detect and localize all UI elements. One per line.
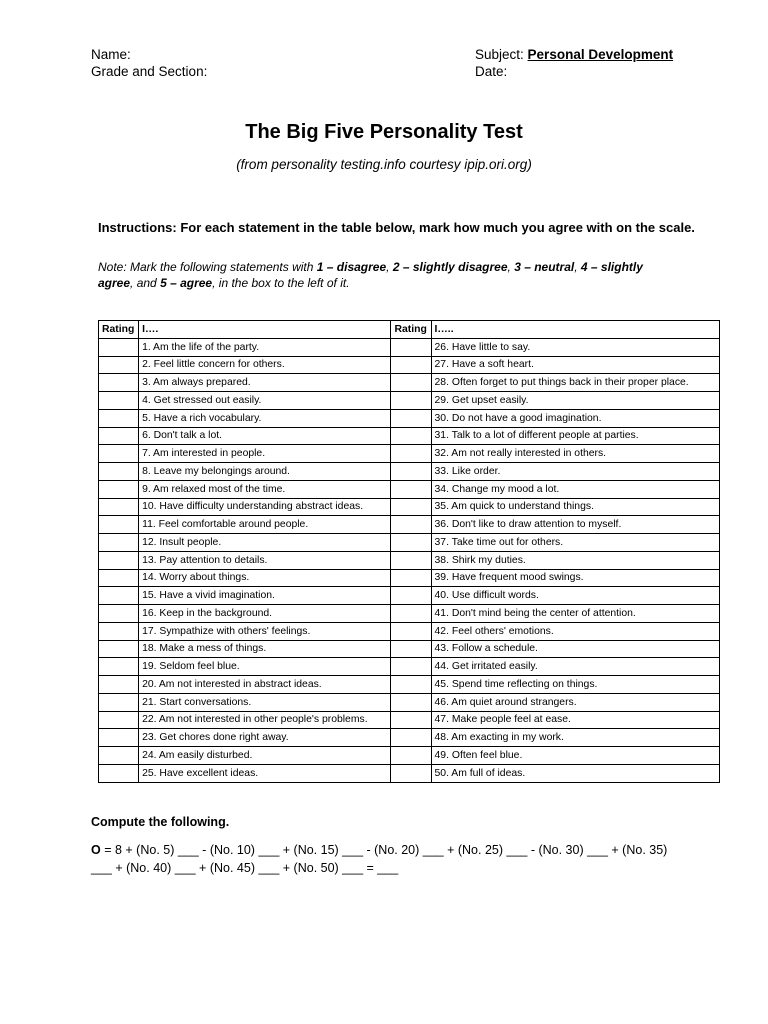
table-row (99, 498, 720, 516)
table-row (99, 729, 720, 747)
statement-cell: 13. Pay attention to details. (139, 551, 391, 569)
table-row (99, 587, 720, 605)
rating-box[interactable] (99, 711, 139, 729)
scale-5: 5 – agree (160, 276, 213, 290)
table-row (99, 764, 720, 782)
rating-header: Rating (99, 321, 139, 339)
rating-box[interactable] (391, 551, 431, 569)
student-info-fields (91, 46, 207, 80)
rating-box[interactable] (99, 409, 139, 427)
statement-cell: 37. Take time out for others. (431, 534, 719, 552)
statement-cell: 50. Am full of ideas. (431, 764, 719, 782)
statement-cell: 20. Am not interested in abstract ideas. (139, 676, 391, 694)
table-row (99, 711, 720, 729)
subject-label: Subject: (475, 47, 524, 62)
rating-box[interactable] (391, 569, 431, 587)
rating-box[interactable] (391, 427, 431, 445)
rating-box[interactable] (391, 338, 431, 356)
rating-box[interactable] (391, 622, 431, 640)
statement-cell: 10. Have difficulty understanding abstract ideas. (139, 498, 391, 516)
table-row (99, 569, 720, 587)
page-title: The Big Five Personality Test (245, 121, 523, 143)
rating-box[interactable] (99, 587, 139, 605)
table-row (99, 747, 720, 765)
table-row (99, 622, 720, 640)
table-row (99, 551, 720, 569)
statement-cell: 27. Have a soft heart. (431, 356, 719, 374)
rating-box[interactable] (391, 534, 431, 552)
rating-box[interactable] (99, 374, 139, 392)
subject-date-fields (475, 46, 673, 80)
statement-cell: 44. Get irritated easily. (431, 658, 719, 676)
table-row (99, 427, 720, 445)
note-separator: , (386, 260, 393, 274)
scale-1: 1 – disagree (316, 260, 387, 274)
date-label: Date: (475, 64, 508, 79)
note-prefix: Note: Mark the following statements with (98, 260, 317, 274)
rating-box[interactable] (391, 445, 431, 463)
rating-box[interactable] (99, 356, 139, 374)
statement-cell: 46. Am quiet around strangers. (431, 693, 719, 711)
rating-box[interactable] (391, 463, 431, 481)
note-separator: , (507, 260, 515, 274)
table-row (99, 392, 720, 410)
rating-box[interactable] (391, 764, 431, 782)
table-row (99, 356, 720, 374)
compute-formula (91, 841, 691, 877)
statement-cell: 35. Am quick to understand things. (431, 498, 719, 516)
statement-cell: 23. Get chores done right away. (139, 729, 391, 747)
rating-box[interactable] (99, 640, 139, 658)
statement-cell: 49. Often feel blue. (431, 747, 719, 765)
rating-box[interactable] (391, 658, 431, 676)
rating-box[interactable] (99, 338, 139, 356)
rating-box[interactable] (99, 569, 139, 587)
note-separator: , (574, 260, 581, 274)
rating-box[interactable] (99, 676, 139, 694)
statement-cell: 19. Seldom feel blue. (139, 658, 391, 676)
statement-cell: 45. Spend time reflecting on things. (431, 676, 719, 694)
page-subtitle: (from personality testing.info courtesy ipip.ori.org) (236, 157, 532, 172)
statement-cell: 30. Do not have a good imagination. (431, 409, 719, 427)
rating-box[interactable] (99, 658, 139, 676)
rating-box[interactable] (99, 427, 139, 445)
statement-cell: 39. Have frequent mood swings. (431, 569, 719, 587)
statement-cell: 16. Keep in the background. (139, 605, 391, 623)
table-row (99, 658, 720, 676)
statement-cell: 38. Shirk my duties. (431, 551, 719, 569)
statement-cell: 18. Make a mess of things. (139, 640, 391, 658)
statement-cell: 1. Am the life of the party. (139, 338, 391, 356)
statement-cell: 22. Am not interested in other people's problems. (139, 711, 391, 729)
rating-box[interactable] (99, 747, 139, 765)
table-row (99, 338, 720, 356)
rating-box[interactable] (99, 693, 139, 711)
rating-box[interactable] (391, 392, 431, 410)
note-suffix: , in the box to the left of it. (212, 276, 350, 290)
table-row (99, 480, 720, 498)
rating-box[interactable] (391, 676, 431, 694)
statement-cell: 24. Am easily disturbed. (139, 747, 391, 765)
statement-cell: 2. Feel little concern for others. (139, 356, 391, 374)
compute-title: Compute the following. (91, 815, 230, 829)
rating-box[interactable] (391, 747, 431, 765)
personality-test-table (98, 320, 720, 783)
instructions: Instructions: For each statement in the table below, mark how much you agree with on the scale. (98, 220, 695, 235)
statement-cell: 34. Change my mood a lot. (431, 480, 719, 498)
table-row (99, 409, 720, 427)
statement-cell: 48. Am exacting in my work. (431, 729, 719, 747)
table-row (99, 640, 720, 658)
rating-box[interactable] (391, 480, 431, 498)
rating-box[interactable] (391, 374, 431, 392)
table-row (99, 676, 720, 694)
rating-box[interactable] (391, 693, 431, 711)
statement-header: I….. (431, 321, 719, 339)
rating-box[interactable] (391, 516, 431, 534)
rating-box[interactable] (99, 392, 139, 410)
rating-box[interactable] (99, 622, 139, 640)
table-row (99, 534, 720, 552)
rating-box[interactable] (99, 445, 139, 463)
statement-cell: 31. Talk to a lot of different people at parties. (431, 427, 719, 445)
scale-3: 3 – neutral (514, 260, 575, 274)
statement-cell: 41. Don't mind being the center of attention. (431, 605, 719, 623)
rating-box[interactable] (391, 356, 431, 374)
table-row (99, 516, 720, 534)
table-row (99, 605, 720, 623)
statement-cell: 8. Leave my belongings around. (139, 463, 391, 481)
table-row (99, 374, 720, 392)
statement-cell: 29. Get upset easily. (431, 392, 719, 410)
rating-box[interactable] (99, 605, 139, 623)
statement-cell: 9. Am relaxed most of the time. (139, 480, 391, 498)
subject-line (475, 46, 673, 63)
statement-cell: 7. Am interested in people. (139, 445, 391, 463)
statement-cell: 4. Get stressed out easily. (139, 392, 391, 410)
rating-box[interactable] (99, 498, 139, 516)
name-label: Name: (91, 47, 131, 62)
statement-cell: 21. Start conversations. (139, 693, 391, 711)
statement-cell: 33. Like order. (431, 463, 719, 481)
rating-box[interactable] (99, 463, 139, 481)
statement-cell: 43. Follow a schedule. (431, 640, 719, 658)
statement-cell: 32. Am not really interested in others. (431, 445, 719, 463)
rating-box[interactable] (99, 729, 139, 747)
statement-cell: 40. Use difficult words. (431, 587, 719, 605)
note-separator: , and (130, 276, 161, 290)
rating-box[interactable] (99, 551, 139, 569)
rating-box[interactable] (99, 480, 139, 498)
subject-value: Personal Development (527, 47, 674, 62)
statement-cell: 26. Have little to say. (431, 338, 719, 356)
statement-cell: 17. Sympathize with others' feelings. (139, 622, 391, 640)
statement-cell: 25. Have excellent ideas. (139, 764, 391, 782)
statement-cell: 6. Don't talk a lot. (139, 427, 391, 445)
statement-cell: 42. Feel others' emotions. (431, 622, 719, 640)
statement-cell: 11. Feel comfortable around people. (139, 516, 391, 534)
rating-box[interactable] (99, 516, 139, 534)
scale-2: 2 – slightly disagree (392, 260, 508, 274)
rating-box[interactable] (391, 605, 431, 623)
statement-cell: 36. Don't like to draw attention to myself. (431, 516, 719, 534)
rating-box[interactable] (391, 640, 431, 658)
statement-cell: 28. Often forget to put things back in their proper place. (431, 374, 719, 392)
statement-cell: 12. Insult people. (139, 534, 391, 552)
rating-box[interactable] (99, 534, 139, 552)
table-row (99, 445, 720, 463)
statement-cell: 3. Am always prepared. (139, 374, 391, 392)
statement-header: I…. (139, 321, 391, 339)
rating-box[interactable] (391, 498, 431, 516)
formula-text: = 8 + (No. 5) ___ - (No. 10) ___ + (No. 15) ___ - (No. 20) ___ + (No. 25) ___ - (No. 30) ___ + (No. 35) ___ + (No. 40) ___ + (No. 45) ___ + (No. 50) ___ = ___ (91, 843, 668, 875)
rating-box[interactable] (391, 409, 431, 427)
statement-cell: 5. Have a rich vocabulary. (139, 409, 391, 427)
table-row (99, 693, 720, 711)
factor-letter: O (91, 843, 101, 857)
rating-header: Rating (391, 321, 431, 339)
rating-box[interactable] (391, 729, 431, 747)
statement-cell: 15. Have a vivid imagination. (139, 587, 391, 605)
table-header-row (99, 321, 720, 339)
grade-section-label: Grade and Section: (91, 64, 208, 79)
rating-box[interactable] (99, 764, 139, 782)
table-row (99, 463, 720, 481)
rating-scale-note (98, 259, 658, 291)
rating-box[interactable] (391, 587, 431, 605)
scale-4: 4 – slightly agree (98, 260, 643, 290)
statement-cell: 14. Worry about things. (139, 569, 391, 587)
rating-box[interactable] (391, 711, 431, 729)
statement-cell: 47. Make people feel at ease. (431, 711, 719, 729)
